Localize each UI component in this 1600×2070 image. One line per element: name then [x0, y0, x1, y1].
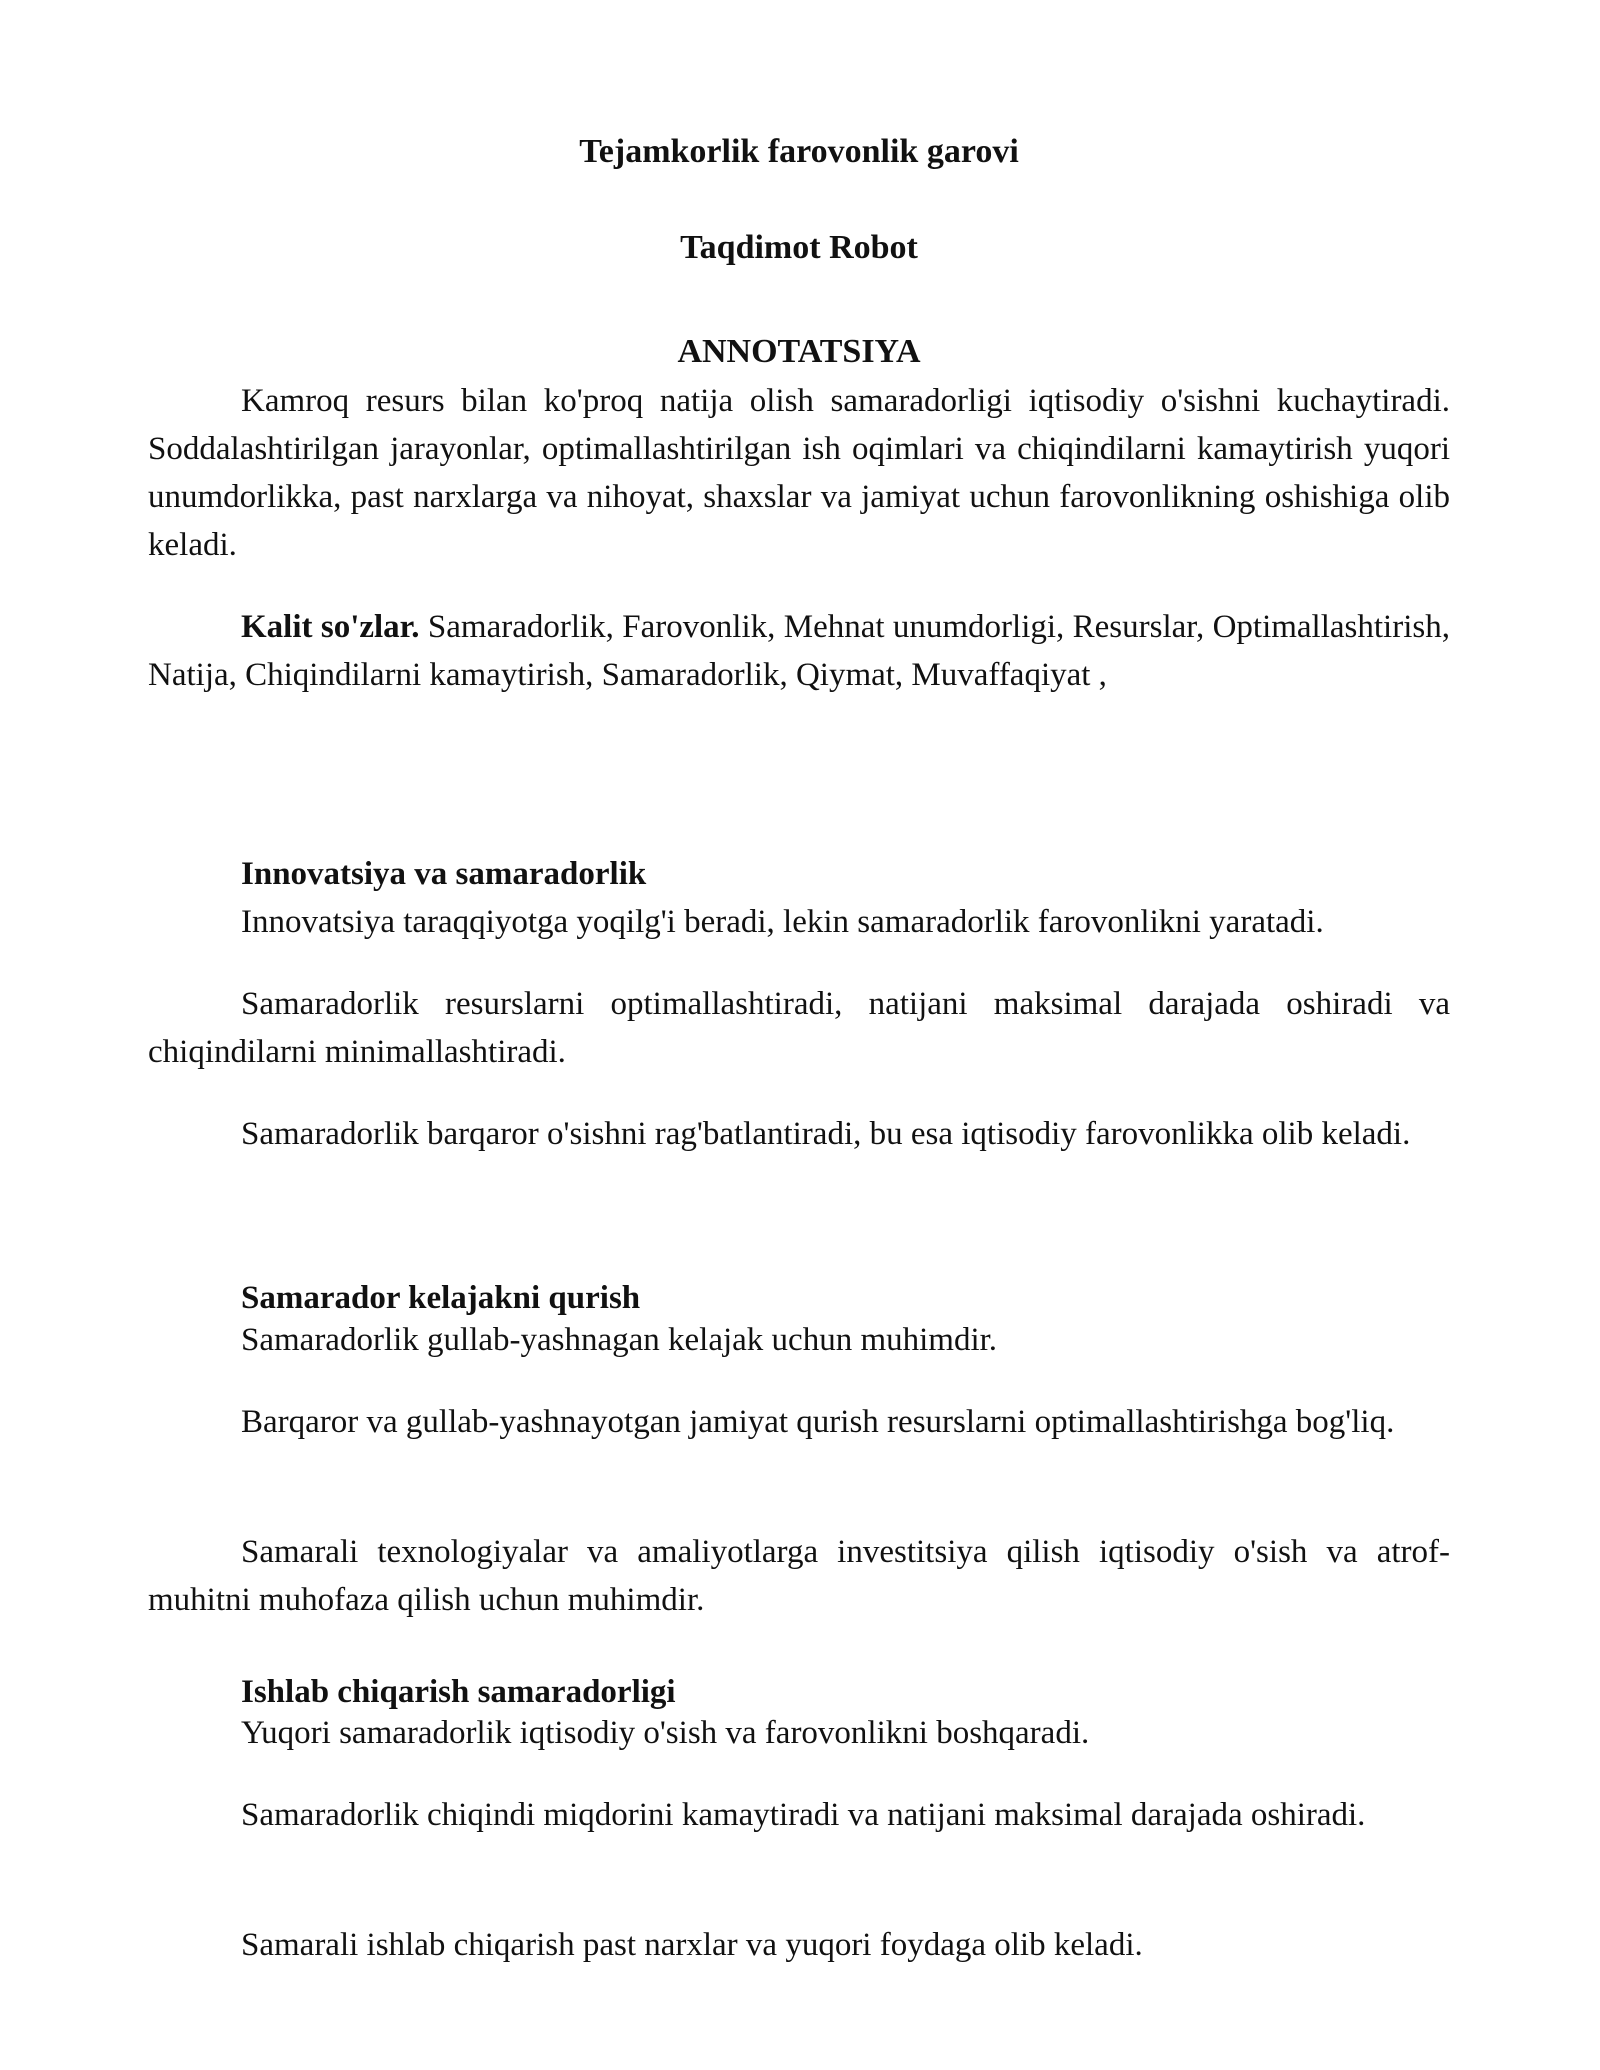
abstract-text: Kamroq resurs bilan ko'proq natija olish samaradorligi iqtisodiy o'sishni kuchaytiradi. Soddalashtirilgan jarayonlar, optimallashtirilgan ish oqimlari va chiqindilarni kamaytirish yuqori unumdorlikka, past narxlarga va nihoyat, shaxslar va jamiyat uchun farovonlikning oshishiga olib keladi. — [148, 383, 1450, 563]
section-heading-future: Samarador kelajakni qurish — [241, 1280, 641, 1316]
section-3-paragraph-3: Samarali ishlab chiqarish past narxlar va yuqori foydaga olib keladi. — [241, 1927, 1143, 1963]
keywords-paragraph — [148, 603, 1450, 699]
abstract-heading: ANNOTATSIYA — [677, 333, 921, 370]
section-heading-innovation: Innovatsiya va samaradorlik — [241, 856, 647, 892]
keywords-label: Kalit so'zlar. — [241, 609, 420, 645]
keywords-text: Samaradorlik, Farovonlik, Mehnat unumdorligi, Resurslar, Optimallashtirish, Natija, Chiqindilarni kamaytirish, Samaradorlik, Qiymat, Muvaffaqiyat , — [148, 609, 1450, 693]
section-1-paragraph-3: Samaradorlik barqaror o'sishni rag'batlantiradi, bu esa iqtisodiy farovonlikka olib keladi. — [241, 1116, 1411, 1152]
section-heading-production: Ishlab chiqarish samaradorligi — [241, 1674, 676, 1710]
section-2-paragraph-1: Samaradorlik gullab-yashnagan kelajak uchun muhimdir. — [241, 1322, 998, 1358]
section-2-paragraph-2: Barqaror va gullab-yashnayotgan jamiyat qurish resurslarni optimallashtirishga bog'liq. — [241, 1404, 1395, 1440]
document-author: Taqdimot Robot — [680, 229, 918, 266]
document-page — [148, 0, 1450, 2070]
section-1-paragraph-1: Innovatsiya taraqqiyotga yoqilg'i beradi, lekin samaradorlik farovonlikni yaratadi. — [241, 904, 1324, 940]
section-2-paragraph-3: Samarali texnologiyalar va amaliyotlarga investitsiya qilish iqtisodiy o'sish va atrof-muhitni muhofaza qilish uchun muhimdir. — [148, 1534, 1450, 1618]
section-3-paragraph-1: Yuqori samaradorlik iqtisodiy o'sish va farovonlikni boshqaradi. — [241, 1715, 1090, 1751]
document-title: Tejamkorlik farovonlik garovi — [579, 133, 1019, 170]
section-3-paragraph-2: Samaradorlik chiqindi miqdorini kamaytiradi va natijani maksimal darajada oshiradi. — [241, 1797, 1366, 1833]
section-1-paragraph-2: Samaradorlik resurslarni optimallashtiradi, natijani maksimal darajada oshiradi va chiqindilarni minimallashtiradi. — [148, 986, 1450, 1070]
